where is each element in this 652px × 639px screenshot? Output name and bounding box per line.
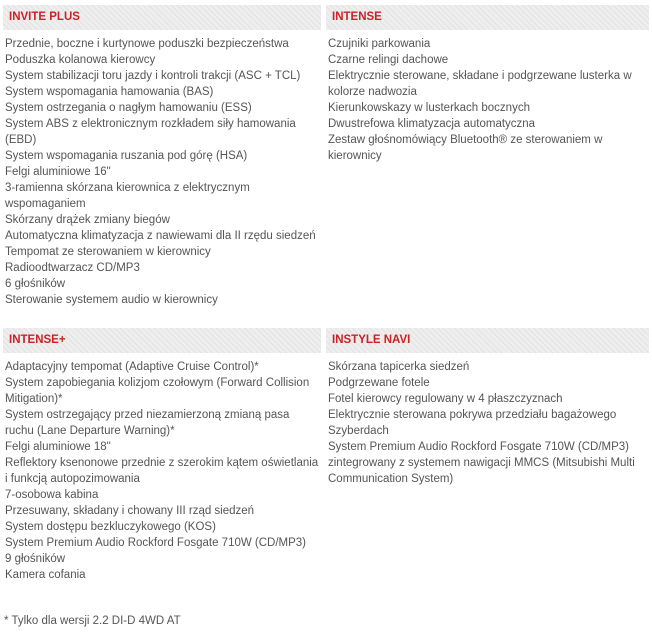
list-item: Kamera cofania bbox=[5, 569, 86, 581]
list-item: Skórzana tapicerka siedzeń bbox=[328, 361, 470, 373]
list-item: System Premium Audio Rockford Fosgate 710W (CD/MP3) bbox=[5, 537, 307, 549]
list-item: Podgrzewane fotele bbox=[328, 377, 430, 389]
list-item: System wspomagania hamowania (BAS) bbox=[5, 86, 214, 98]
list-item: Fotel kierowcy regulowany w 4 płaszczyznach bbox=[328, 393, 563, 405]
list-item: System ostrzegający przed niezamierzoną zmianą pasa ruchu (Lane Departure Warning)* bbox=[5, 409, 290, 437]
list-item: Automatyczna klimatyzacja z nawiewami dla II rzędu siedzeń bbox=[5, 230, 316, 242]
feature-list bbox=[3, 353, 321, 583]
list-item: System ostrzegania o nagłym hamowaniu (ESS) bbox=[5, 102, 252, 114]
list-item: Adaptacyjny tempomat (Adaptive Cruise Control)* bbox=[5, 361, 259, 373]
list-item: 9 głośników bbox=[5, 553, 66, 565]
feature-list bbox=[3, 30, 321, 308]
list-item: Czujniki parkowania bbox=[328, 38, 431, 50]
list-item: Elektrycznie sterowane, składane i podgrzewane lusterka w kolorze nadwozia bbox=[328, 70, 632, 98]
list-item: 7-osobowa kabina bbox=[5, 489, 99, 501]
feature-list bbox=[326, 30, 649, 164]
list-item: Poduszka kolanowa kierowcy bbox=[5, 54, 156, 66]
section-instyle-navi bbox=[326, 328, 649, 487]
section-header: INTENSE bbox=[326, 5, 649, 30]
section-intense bbox=[326, 5, 649, 164]
list-item: Sterowanie systemem audio w kierownicy bbox=[5, 294, 218, 306]
list-item: Reflektory ksenonowe przednie z szerokim kątem oświetlania i funkcją autopozimowania bbox=[5, 457, 319, 485]
section-header: INTENSE+ bbox=[3, 328, 321, 353]
list-item: System stabilizacji toru jazdy i kontroli trakcji (ASC + TCL) bbox=[5, 70, 301, 82]
section-invite-plus bbox=[3, 5, 321, 308]
footnote: * Tylko dla wersji 2.2 DI-D 4WD AT bbox=[4, 615, 181, 627]
list-item: Czarne relingi dachowe bbox=[328, 54, 449, 66]
list-item: Felgi aluminiowe 18" bbox=[5, 441, 111, 453]
list-item: Felgi aluminiowe 16" bbox=[5, 166, 111, 178]
list-item: Szyberdach bbox=[328, 425, 389, 437]
feature-list bbox=[326, 353, 649, 487]
list-item: Przednie, boczne i kurtynowe poduszki bezpieczeństwa bbox=[5, 38, 289, 50]
list-item: Zestaw głośnomówiący Bluetooth® ze sterowaniem w kierownicy bbox=[328, 134, 603, 162]
list-item: System ABS z elektronicznym rozkładem siły hamowania (EBD) bbox=[5, 118, 296, 146]
list-item: Tempomat ze sterowaniem w kierownicy bbox=[5, 246, 211, 258]
list-item: Dwustrefowa klimatyzacja automatyczna bbox=[328, 118, 536, 130]
section-intense-plus bbox=[3, 328, 321, 583]
list-item: System zapobiegania kolizjom czołowym (Forward Collision Mitigation)* bbox=[5, 377, 310, 405]
section-header: INVITE PLUS bbox=[3, 5, 321, 30]
list-item: Elektrycznie sterowana pokrywa przedziału bagażowego bbox=[328, 409, 617, 421]
list-item: Przesuwany, składany i chowany III rząd siedzeń bbox=[5, 505, 255, 517]
list-item: Skórzany drążek zmiany biegów bbox=[5, 214, 170, 226]
list-item: System wspomagania ruszania pod górę (HSA) bbox=[5, 150, 248, 162]
list-item: Kierunkowskazy w lusterkach bocznych bbox=[328, 102, 530, 114]
list-item: 6 głośników bbox=[5, 278, 66, 290]
list-item: System dostępu bezkluczykowego (KOS) bbox=[5, 521, 216, 533]
list-item: 3-ramienna skórzana kierownica z elektrycznym wspomaganiem bbox=[5, 182, 250, 210]
list-item: Radioodtwarzacz CD/MP3 bbox=[5, 262, 140, 274]
section-header: INSTYLE NAVI bbox=[326, 328, 649, 353]
list-item: System Premium Audio Rockford Fosgate 710W (CD/MP3) zintegrowany z systemem nawigacji MMCS (Mitsubishi Multi Communication System) bbox=[328, 441, 635, 485]
